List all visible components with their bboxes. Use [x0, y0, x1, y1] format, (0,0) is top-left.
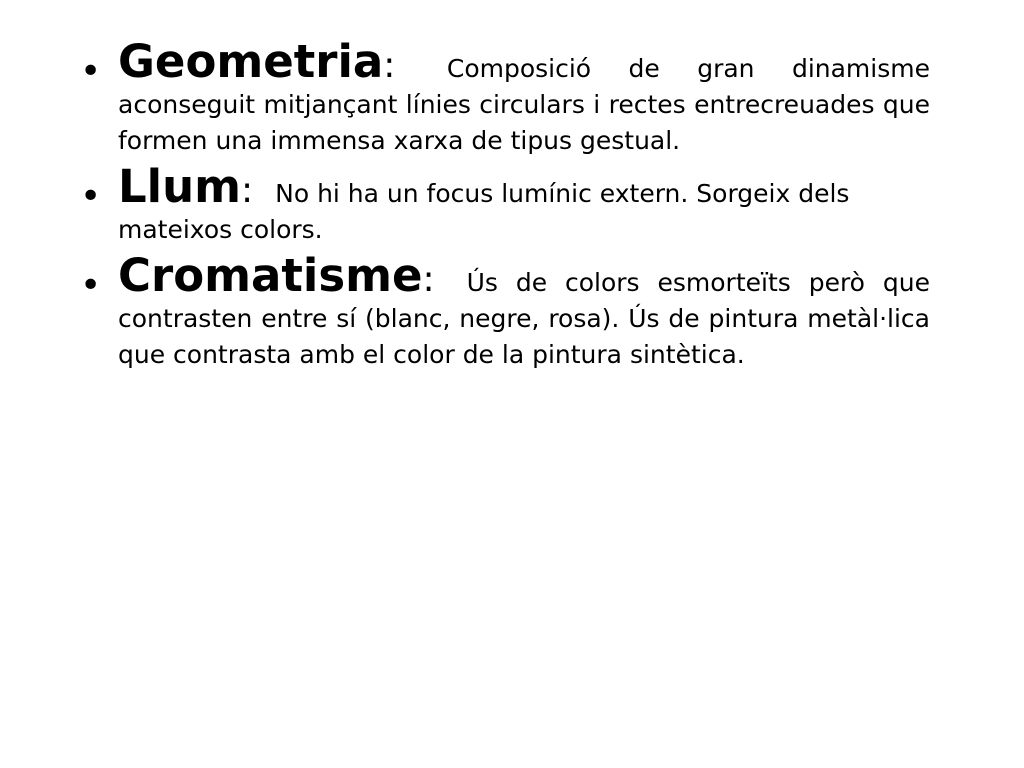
bullet-list	[80, 35, 930, 381]
bullet-term: Geometria	[118, 35, 384, 88]
bullet-colon: :	[422, 259, 435, 300]
bullet-text: Composició de gran dinamisme aconseguit mitjançant línies circulars i rectes entrecreuades que formen una immensa xarxa de tipus gestual.	[118, 54, 930, 155]
bullet-term: Cromatisme	[118, 249, 423, 302]
bullet-dot-icon: •	[80, 176, 102, 217]
bullet-term: Llum	[118, 160, 242, 213]
bullet-colon: :	[383, 45, 396, 86]
bullet-geometria	[80, 35, 930, 159]
bullet-colon: :	[241, 170, 254, 211]
bullet-cromatisme	[80, 249, 930, 373]
bullet-dot-icon: •	[80, 265, 102, 306]
bullet-llum	[80, 160, 878, 248]
bullet-text: No hi ha un focus lumínic extern. Sorgeix dels mateixos colors.	[118, 179, 850, 244]
bullet-dot-icon: •	[80, 51, 102, 92]
bullet-text: Ús de colors esmorteïts però que contrasten entre sí (blanc, negre, rosa). Ús de pintura metàl·lica que contrasta amb el color de la pintura sintètica.	[118, 268, 930, 369]
